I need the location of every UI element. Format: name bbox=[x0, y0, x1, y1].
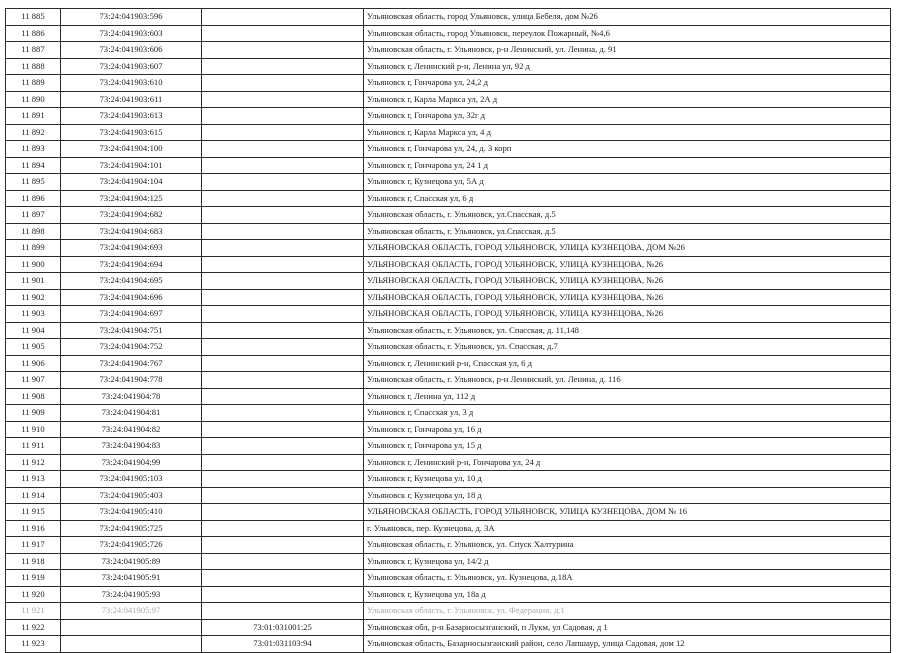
table-row bbox=[6, 603, 891, 620]
address-cell: Ульяновск г, Гончарова ул, 24, д. 3 корп bbox=[364, 141, 891, 158]
table-row bbox=[6, 405, 891, 422]
cadastral-number-alt-cell bbox=[202, 553, 364, 570]
row-number-cell: 11 916 bbox=[6, 520, 61, 537]
cadastral-number-cell: 73:24:041905:91 bbox=[61, 570, 202, 587]
cadastral-number-cell: 73:24:041905:403 bbox=[61, 487, 202, 504]
cadastral-number-alt-cell bbox=[202, 454, 364, 471]
cadastral-number-cell: 73:24:041905:93 bbox=[61, 586, 202, 603]
row-number-cell: 11 913 bbox=[6, 471, 61, 488]
cadastral-number-alt-cell bbox=[202, 174, 364, 191]
cadastral-number-alt-cell bbox=[202, 570, 364, 587]
cadastral-number-cell bbox=[61, 636, 202, 653]
address-cell: Ульяновская область, г. Ульяновск, ул.Спасская, д.5 bbox=[364, 223, 891, 240]
row-number-cell: 11 914 bbox=[6, 487, 61, 504]
row-number-cell: 11 899 bbox=[6, 240, 61, 257]
cadastral-number-cell: 73:24:041904:751 bbox=[61, 322, 202, 339]
cadastral-number-alt-cell bbox=[202, 223, 364, 240]
address-cell: Ульяновск г, Кузнецова ул, 10 д bbox=[364, 471, 891, 488]
cadastral-number-cell: 73:24:041904:778 bbox=[61, 372, 202, 389]
row-number-cell: 11 890 bbox=[6, 91, 61, 108]
row-number-cell: 11 922 bbox=[6, 619, 61, 636]
table-row bbox=[6, 619, 891, 636]
cadastral-number-alt-cell bbox=[202, 42, 364, 59]
row-number-cell: 11 885 bbox=[6, 9, 61, 26]
table-row bbox=[6, 339, 891, 356]
cadastral-number-cell: 73:24:041905:89 bbox=[61, 553, 202, 570]
table-row bbox=[6, 58, 891, 75]
row-number-cell: 11 901 bbox=[6, 273, 61, 290]
table-row bbox=[6, 42, 891, 59]
row-number-cell: 11 921 bbox=[6, 603, 61, 620]
cadastral-number-cell: 73:24:041904:100 bbox=[61, 141, 202, 158]
row-number-cell: 11 891 bbox=[6, 108, 61, 125]
cadastral-number-cell: 73:24:041904:83 bbox=[61, 438, 202, 455]
table-row bbox=[6, 289, 891, 306]
row-number-cell: 11 908 bbox=[6, 388, 61, 405]
address-cell: Ульяновск г, Ленинский р-н, Спасская ул, 6 д bbox=[364, 355, 891, 372]
address-cell: Ульяновск г, Карла Маркса ул, 4 д bbox=[364, 124, 891, 141]
row-number-cell: 11 886 bbox=[6, 25, 61, 42]
cadastral-number-cell: 73:24:041904:683 bbox=[61, 223, 202, 240]
cadastral-number-cell: 73:24:041904:694 bbox=[61, 256, 202, 273]
cadastral-number-cell: 73:24:041903:596 bbox=[61, 9, 202, 26]
row-number-cell: 11 896 bbox=[6, 190, 61, 207]
cadastral-number-alt-cell bbox=[202, 157, 364, 174]
cadastral-number-alt-cell bbox=[202, 487, 364, 504]
row-number-cell: 11 909 bbox=[6, 405, 61, 422]
table-row bbox=[6, 388, 891, 405]
table-row bbox=[6, 553, 891, 570]
cadastral-number-cell: 73:24:041903:610 bbox=[61, 75, 202, 92]
row-number-cell: 11 895 bbox=[6, 174, 61, 191]
table-row bbox=[6, 108, 891, 125]
table-row bbox=[6, 454, 891, 471]
cadastral-number-cell: 73:24:041905:726 bbox=[61, 537, 202, 554]
address-cell: Ульяновск г, Ленинский р-н, Ленина ул, 92 д bbox=[364, 58, 891, 75]
cadastral-number-alt-cell bbox=[202, 190, 364, 207]
row-number-cell: 11 917 bbox=[6, 537, 61, 554]
cadastral-number-cell: 73:24:041904:78 bbox=[61, 388, 202, 405]
cadastral-number-alt-cell bbox=[202, 124, 364, 141]
table-row bbox=[6, 124, 891, 141]
table-row bbox=[6, 636, 891, 653]
table-row bbox=[6, 223, 891, 240]
row-number-cell: 11 903 bbox=[6, 306, 61, 323]
address-cell: Ульяновская область, г. Ульяновск, ул.Спасская, д.5 bbox=[364, 207, 891, 224]
cadastral-number-cell: 73:24:041904:104 bbox=[61, 174, 202, 191]
register-table-body bbox=[6, 9, 891, 653]
cadastral-number-alt-cell bbox=[202, 273, 364, 290]
cadastral-number-alt-cell bbox=[202, 471, 364, 488]
address-cell: Ульяновск г, Ленинский р-н, Гончарова ул, 24 д bbox=[364, 454, 891, 471]
table-row bbox=[6, 586, 891, 603]
cadastral-number-alt-cell: 73:01:031001:25 bbox=[202, 619, 364, 636]
address-cell: Ульяновск г, Ленина ул, 112 д bbox=[364, 388, 891, 405]
table-row bbox=[6, 25, 891, 42]
table-row bbox=[6, 141, 891, 158]
cadastral-number-alt-cell bbox=[202, 372, 364, 389]
cadastral-number-alt-cell bbox=[202, 141, 364, 158]
table-row bbox=[6, 240, 891, 257]
cadastral-number-cell: 73:24:041904:101 bbox=[61, 157, 202, 174]
cadastral-number-cell: 73:24:041904:81 bbox=[61, 405, 202, 422]
cadastral-number-alt-cell bbox=[202, 207, 364, 224]
row-number-cell: 11 887 bbox=[6, 42, 61, 59]
row-number-cell: 11 918 bbox=[6, 553, 61, 570]
address-cell: Ульяновская область, г. Ульяновск, р-н Ленинский, ул. Ленина, д. 91 bbox=[364, 42, 891, 59]
row-number-cell: 11 910 bbox=[6, 421, 61, 438]
address-cell: УЛЬЯНОВСКАЯ ОБЛАСТЬ, ГОРОД УЛЬЯНОВСК, УЛИЦА КУЗНЕЦОВА, №26 bbox=[364, 273, 891, 290]
row-number-cell: 11 902 bbox=[6, 289, 61, 306]
cadastral-number-alt-cell bbox=[202, 91, 364, 108]
cadastral-number-cell: 73:24:041904:752 bbox=[61, 339, 202, 356]
table-row bbox=[6, 306, 891, 323]
cadastral-number-cell: 73:24:041904:682 bbox=[61, 207, 202, 224]
table-row bbox=[6, 190, 891, 207]
table-row bbox=[6, 487, 891, 504]
table-row bbox=[6, 504, 891, 521]
row-number-cell: 11 889 bbox=[6, 75, 61, 92]
cadastral-number-alt-cell bbox=[202, 9, 364, 26]
table-row bbox=[6, 9, 891, 26]
table-row bbox=[6, 421, 891, 438]
address-cell: Ульяновская область, г. Ульяновск, ул. Кузнецова, д.18А bbox=[364, 570, 891, 587]
row-number-cell: 11 919 bbox=[6, 570, 61, 587]
address-cell: Ульяновск г, Карла Маркса ул, 2А д bbox=[364, 91, 891, 108]
cadastral-number-cell: 73:24:041903:611 bbox=[61, 91, 202, 108]
row-number-cell: 11 905 bbox=[6, 339, 61, 356]
address-cell: Ульяновская область, город Ульяновск, переулок Пожарный, №4,6 bbox=[364, 25, 891, 42]
table-row bbox=[6, 322, 891, 339]
address-cell: Ульяновская область, г. Ульяновск, ул. Спуск Халтурина bbox=[364, 537, 891, 554]
cadastral-number-alt-cell bbox=[202, 240, 364, 257]
row-number-cell: 11 915 bbox=[6, 504, 61, 521]
table-row bbox=[6, 157, 891, 174]
cadastral-number-alt-cell bbox=[202, 58, 364, 75]
address-cell: г. Ульяновск, пер. Кузнецова, д. 3А bbox=[364, 520, 891, 537]
row-number-cell: 11 897 bbox=[6, 207, 61, 224]
address-cell: Ульяновск г, Гончарова ул, 24,2 д bbox=[364, 75, 891, 92]
address-cell: УЛЬЯНОВСКАЯ ОБЛАСТЬ, ГОРОД УЛЬЯНОВСК, УЛИЦА КУЗНЕЦОВА, №26 bbox=[364, 306, 891, 323]
cadastral-number-cell: 73:24:041904:99 bbox=[61, 454, 202, 471]
cadastral-number-alt-cell bbox=[202, 504, 364, 521]
table-row bbox=[6, 520, 891, 537]
cadastral-number-cell: 73:24:041903:607 bbox=[61, 58, 202, 75]
row-number-cell: 11 892 bbox=[6, 124, 61, 141]
address-cell: Ульяновская область, Базарносызганский район, село Лапшаур, улица Садовая, дом 12 bbox=[364, 636, 891, 653]
address-cell: УЛЬЯНОВСКАЯ ОБЛАСТЬ, ГОРОД УЛЬЯНОВСК, УЛИЦА КУЗНЕЦОВА, ДОМ №26 bbox=[364, 240, 891, 257]
row-number-cell: 11 888 bbox=[6, 58, 61, 75]
row-number-cell: 11 923 bbox=[6, 636, 61, 653]
table-row bbox=[6, 256, 891, 273]
cadastral-number-alt-cell bbox=[202, 586, 364, 603]
table-row bbox=[6, 91, 891, 108]
address-cell: Ульяновская область, город Ульяновск, улица Бебеля, дом №26 bbox=[364, 9, 891, 26]
address-cell: Ульяновская область, г. Ульяновск, ул. Спасская, д.7 bbox=[364, 339, 891, 356]
register-table bbox=[5, 8, 891, 653]
row-number-cell: 11 920 bbox=[6, 586, 61, 603]
cadastral-number-alt-cell bbox=[202, 306, 364, 323]
cadastral-number-alt-cell: 73:01:031103:94 bbox=[202, 636, 364, 653]
address-cell: УЛЬЯНОВСКАЯ ОБЛАСТЬ, ГОРОД УЛЬЯНОВСК, УЛИЦА КУЗНЕЦОВА, №26 bbox=[364, 289, 891, 306]
cadastral-number-cell: 73:24:041904:695 bbox=[61, 273, 202, 290]
cadastral-number-alt-cell bbox=[202, 289, 364, 306]
cadastral-number-cell: 73:24:041904:696 bbox=[61, 289, 202, 306]
table-row bbox=[6, 570, 891, 587]
cadastral-number-alt-cell bbox=[202, 537, 364, 554]
row-number-cell: 11 906 bbox=[6, 355, 61, 372]
row-number-cell: 11 911 bbox=[6, 438, 61, 455]
cadastral-number-alt-cell bbox=[202, 388, 364, 405]
table-row bbox=[6, 75, 891, 92]
cadastral-number-alt-cell bbox=[202, 339, 364, 356]
cadastral-number-cell: 73:24:041903:603 bbox=[61, 25, 202, 42]
cadastral-number-cell: 73:24:041904:82 bbox=[61, 421, 202, 438]
address-cell: Ульяновск г, Гончарова ул, 15 д bbox=[364, 438, 891, 455]
table-row bbox=[6, 273, 891, 290]
cadastral-number-alt-cell bbox=[202, 405, 364, 422]
address-cell: Ульяновская область, г. Ульяновск, ул. Спасская, д. 11,148 bbox=[364, 322, 891, 339]
cadastral-number-alt-cell bbox=[202, 520, 364, 537]
cadastral-number-alt-cell bbox=[202, 438, 364, 455]
cadastral-number-cell: 73:24:041903:613 bbox=[61, 108, 202, 125]
address-cell: Ульяновск г, Кузнецова ул, 14/2 д bbox=[364, 553, 891, 570]
address-cell: Ульяновская обл, р-н Базарносызганский, п Лукм, ул Садовая, д 1 bbox=[364, 619, 891, 636]
row-number-cell: 11 907 bbox=[6, 372, 61, 389]
table-row bbox=[6, 372, 891, 389]
address-cell: Ульяновская область, г. Ульяновск, ул. Федерации, д.1 bbox=[364, 603, 891, 620]
row-number-cell: 11 900 bbox=[6, 256, 61, 273]
cadastral-number-cell bbox=[61, 619, 202, 636]
cadastral-number-cell: 73:24:041905:97 bbox=[61, 603, 202, 620]
cadastral-number-cell: 73:24:041905:103 bbox=[61, 471, 202, 488]
cadastral-number-cell: 73:24:041903:615 bbox=[61, 124, 202, 141]
cadastral-number-alt-cell bbox=[202, 256, 364, 273]
address-cell: Ульяновская область, г. Ульяновск, р-н Ленинский, ул. Ленина, д. 116 bbox=[364, 372, 891, 389]
row-number-cell: 11 912 bbox=[6, 454, 61, 471]
address-cell: Ульяновск г, Гончарова ул, 24 1 д bbox=[364, 157, 891, 174]
row-number-cell: 11 893 bbox=[6, 141, 61, 158]
address-cell: УЛЬЯНОВСКАЯ ОБЛАСТЬ, ГОРОД УЛЬЯНОВСК, УЛИЦА КУЗНЕЦОВА, №26 bbox=[364, 256, 891, 273]
cadastral-number-alt-cell bbox=[202, 322, 364, 339]
address-cell: Ульяновск г, Кузнецова ул, 18а д bbox=[364, 586, 891, 603]
address-cell: Ульяновск г, Кузнецова ул, 5А д bbox=[364, 174, 891, 191]
address-cell: Ульяновск г, Гончарова ул, 16 д bbox=[364, 421, 891, 438]
address-cell: Ульяновск г, Спасская ул, 6 д bbox=[364, 190, 891, 207]
table-row bbox=[6, 471, 891, 488]
cadastral-number-cell: 73:24:041903:606 bbox=[61, 42, 202, 59]
row-number-cell: 11 904 bbox=[6, 322, 61, 339]
cadastral-number-alt-cell bbox=[202, 355, 364, 372]
table-row bbox=[6, 207, 891, 224]
address-cell: УЛЬЯНОВСКАЯ ОБЛАСТЬ, ГОРОД УЛЬЯНОВСК, УЛИЦА КУЗНЕЦОВА, ДОМ № 16 bbox=[364, 504, 891, 521]
cadastral-number-cell: 73:24:041904:693 bbox=[61, 240, 202, 257]
cadastral-number-cell: 73:24:041905:725 bbox=[61, 520, 202, 537]
table-row bbox=[6, 355, 891, 372]
cadastral-number-alt-cell bbox=[202, 75, 364, 92]
cadastral-number-cell: 73:24:041904:767 bbox=[61, 355, 202, 372]
table-row bbox=[6, 174, 891, 191]
row-number-cell: 11 898 bbox=[6, 223, 61, 240]
cadastral-number-alt-cell bbox=[202, 421, 364, 438]
table-row bbox=[6, 537, 891, 554]
table-row bbox=[6, 438, 891, 455]
address-cell: Ульяновск г, Кузнецова ул, 18 д bbox=[364, 487, 891, 504]
cadastral-number-cell: 73:24:041904:125 bbox=[61, 190, 202, 207]
cadastral-number-alt-cell bbox=[202, 603, 364, 620]
address-cell: Ульяновск г, Гончарова ул, 32г д bbox=[364, 108, 891, 125]
address-cell: Ульяновск г, Спасская ул, 3 д bbox=[364, 405, 891, 422]
cadastral-number-alt-cell bbox=[202, 108, 364, 125]
row-number-cell: 11 894 bbox=[6, 157, 61, 174]
cadastral-number-alt-cell bbox=[202, 25, 364, 42]
cadastral-number-cell: 73:24:041905:410 bbox=[61, 504, 202, 521]
cadastral-number-cell: 73:24:041904:697 bbox=[61, 306, 202, 323]
